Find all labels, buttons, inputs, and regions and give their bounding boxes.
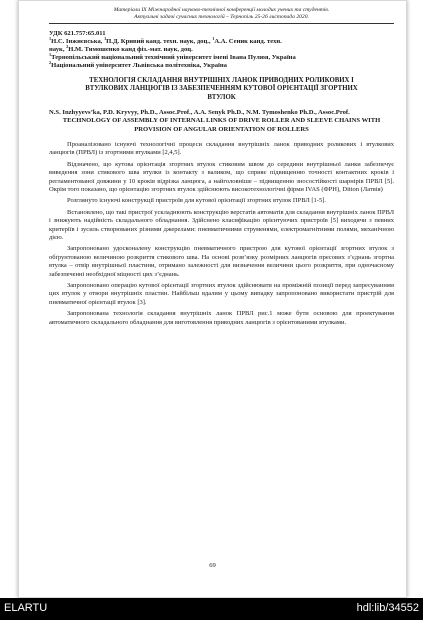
author-index: 1 [49, 35, 52, 41]
author-degree: наук, [49, 46, 67, 53]
paper-title-en: TECHNOLOGY OF ASSEMBLY OF INTERNAL LINKS OF DRIVE ROLLER AND SLEEVE CHAINS WITH PROVISION OF ANGULAR ORIENTATION OF ROLLERS [62, 117, 381, 133]
affiliation-index: 2 [49, 59, 52, 65]
paragraph: Відзначено, що кутова орієнтація згортних втулок стиковим швом до середини внутрішньої ланки забезпечує виведення зони стикового шва втулки із контакту з валиком, що сприяє підвищенню точності контактних кроків і регламентованої довжини у 10 кроків відрізка ланцюга, а найголовніше – підвищенню зносостійкості шарнірів ПРВЛ [5]. Окрім того показано, що орієнтацію згортних втулок здійснюють високотехнологічні фірми IVAS (ФРН), Ditton (Латвія) [49, 160, 394, 193]
handle-identifier: hdl:lib/34552 [356, 602, 419, 614]
page-content [49, 7, 394, 330]
paragraph: Запропонована технологія складання внутрішніх ланок ПРВЛ рис.1 може бути основою для проектування автоматичного складального обладнання для виготовлення приводних ланцюгів з орієнтованими втулками. [49, 310, 394, 326]
header-line-2: Актуальні задачі сучасних технологій – Тернопіль 25-26 листопада 2020. [134, 14, 309, 20]
affiliation-2 [49, 59, 394, 70]
authors-line-2 [49, 43, 394, 54]
paragraph: Встановлено, що такі пристрої ускладнюють конструкцію верстатів автоматів для складання внутрішніх ланок ПРВЛ і знижують надійність складального обладнання. Здійснено класифікацію орієнтуючих пристроїв [5] виходячи з певних критеріїв і зусиль створюваних різними джерелами: пневматичними струменями, електромагнітними полями, механічною дією. [49, 208, 394, 241]
paragraph: Запропоновано удосконалену конструкцію пневматичного пристрою для кутової орієнтації згортних втулок з обґрунтованою величиною розкриття стикового шва. На основі розв’язку розмірних ланцюгів пресових з’єднань згортна втулка – отвір внутрішньої пластини, отримано залежності для визначення величини цього розкриття, при одночасному забезпеченні необхідної міцності цих з’єднань. [49, 245, 394, 278]
authors-en: N.S. Inzhyyevs’ka, P.D. Kryvyy, Ph.D., Assoc.Prof., A.A. Senyk Ph.D., N.M. Tymoshenko Ph.D., Assoc.Prof. [49, 108, 350, 116]
authors-line-1 [49, 35, 394, 46]
affiliation-index: 1 [49, 51, 52, 57]
udk-code: УДК 621.757:65.011 [49, 30, 106, 37]
author-name: А.А. Сеник канд. техн. [214, 38, 282, 45]
author-index: 1 [104, 35, 107, 41]
affiliation-text: Національний університет Львівська політехніка, Україна [51, 62, 227, 69]
author-name: П.Д. Кривий канд. техн. наук, доц., [106, 38, 213, 45]
paragraph: Проаналізовано існуючі технологічні процеси складання внутрішніх ланок приводних роликових і втулкових ланцюгів (ПРВЛ) із згортними втулками [2,4,5]. [49, 140, 394, 157]
affiliation-text: Тернопільський національний технічний університет імені Івана Пулюя, Україна [51, 54, 296, 61]
running-header [49, 7, 394, 24]
author-name: Н.М. Тимошенко канд фіз.-мат. наук, доц. [68, 46, 193, 53]
repository-footer-bar [0, 598, 423, 620]
author-index: 2 [66, 43, 69, 49]
paragraph: Розглянуто існуючі конструкції пристроїв для кутової орієнтації згортних втулок ПРВЛ [1-5]. [67, 197, 326, 205]
paper-title-ua: ТЕХНОЛОГІЯ СКЛАДАННЯ ВНУТРІШНІХ ЛАНОК ПРИВОДНИХ РОЛИКОВИХ І ВТУЛКОВИХ ЛАНЦЮГІВ ІЗ ЗАБЕЗПЕЧЕННЯМ КУТОВОЇ ОРІЄНТАЦІЇ ЗГОРТНИХ ВТУЛОК [85, 77, 358, 101]
author-index: 1 [212, 35, 215, 41]
page-number: 69 [209, 562, 216, 569]
header-line-1: Матеріали IX Міжнародної науково-технічної конференції молодих учених та студентів. [113, 7, 330, 13]
repository-name: ELARTU [4, 602, 48, 614]
body-text [49, 141, 394, 327]
author-name: Н.С. Інжиєвська, [51, 38, 105, 45]
affiliation-1 [49, 51, 394, 62]
document-page [18, 0, 407, 598]
authors-ua [49, 35, 394, 54]
paragraph: Запропоновано операцію кутової орієнтації згортних втулок здійснювати на проміжній позиції перед запресуванням цих втулок у отвори внутрішніх пластин. Найбільш вдалим у цьому випадку запропоновано використати пристрій для пневматичної орієнтації втулок [3]. [49, 281, 394, 306]
